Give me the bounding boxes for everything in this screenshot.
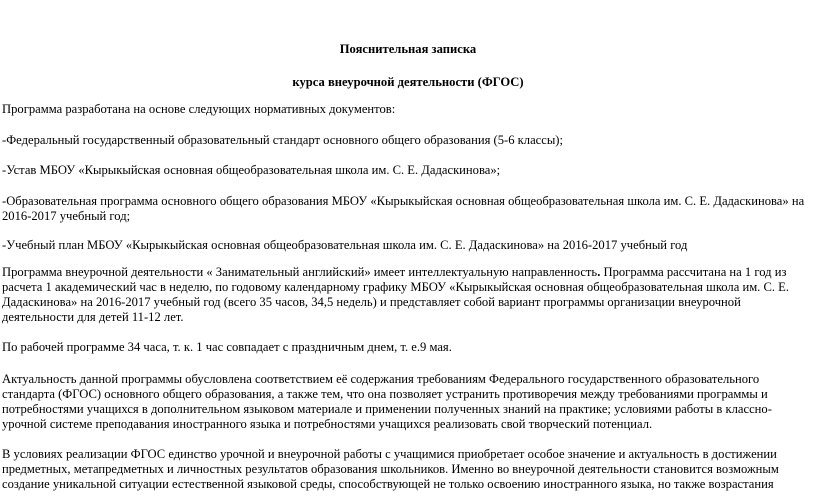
- program-item: [2, 194, 810, 224]
- unity-line-1: В условиях реализации ФГОС единство урочной и внеурочной работы с учащимися приобретает особое значение и актуальность в достижении: [2, 447, 777, 461]
- relevance-paragraph: [2, 372, 810, 432]
- ustav-item: -Устав МБОУ «Кырыкыйская основная общеобразовательная школа им. С. Е. Дадаскинова»;: [2, 163, 501, 177]
- fgos-item: -Федеральный государственный образовательный стандарт основного общего образования (5-6 классы);: [2, 133, 563, 147]
- unity-line-2: предметных, метапредметных и личностных результатов образования школьников. Именно во внеурочной деятельности становится возможным: [2, 462, 779, 476]
- direction-paragraph: [2, 265, 810, 325]
- direction-line-1-text: Программа внеурочной деятельности « Занимательный английский» имеет интеллектуальную направленность: [2, 265, 598, 279]
- program-item-line-2: 2016-2017 учебный год;: [2, 209, 131, 223]
- relevance-line-4: урочной системе преподавания иностранного языка и потребностями учащихся реализовать свой творческий потенциал.: [2, 417, 653, 431]
- relevance-line-1: Актуальность данной программы обусловлена соответствием её содержания требованиям Федерального государственного образовательного: [2, 372, 760, 386]
- direction-line-1: [2, 265, 810, 280]
- direction-line-1-tail: Программа рассчитана на 1 год из: [600, 265, 787, 279]
- hours-paragraph: По рабочей программе 34 часа, т. к. 1 час совпадает с праздничным днем, т. е.9 мая.: [2, 340, 452, 354]
- direction-line-1-dot: .: [597, 265, 601, 279]
- unity-line-3: создание уникальной ситуации естественной языковой среды, способствующей не только освоению иностранного языка, но также возрастания: [2, 477, 774, 491]
- document-subtitle: курса внеурочной деятельности (ФГОС): [292, 75, 524, 89]
- intro-paragraph: Программа разработана на основе следующих нормативных документов:: [2, 102, 396, 116]
- plan-item: -Учебный план МБОУ «Кырыкыйская основная общеобразовательная школа им. С. Е. Дадаскинова» на 2016-2017 учебный год: [2, 238, 688, 252]
- unity-paragraph: [2, 447, 810, 492]
- document-title: Пояснительная записка: [339, 42, 477, 56]
- relevance-line-3: потребностями учащихся в дополнительном языковом материале и применении полученных знаний на практике; условиями работы в классно-: [2, 402, 772, 416]
- relevance-line-2: стандарта (ФГОС) основного общего образования, а также тем, что она позволяет устранить противоречия между требованиями программы и: [2, 387, 768, 401]
- direction-line-3: Дадаскинова» на 2016-2017 учебный год (всего 35 часов, 34,5 недель) и представляет собой вариант программы организации внеурочной: [2, 295, 741, 309]
- direction-line-2: расчета 1 академический час в неделю, по годовому календарному графику МБОУ «Кырыкыйская основная общеобразовательная школа им. С. Е.: [2, 280, 789, 294]
- direction-line-4: деятельности для детей 11-12 лет.: [2, 310, 184, 324]
- program-item-line-1: -Образовательная программа основного общего образования МБОУ «Кырыкыйская основная общеобразовательная школа им. С. Е. Дадаскинова» на: [2, 194, 805, 208]
